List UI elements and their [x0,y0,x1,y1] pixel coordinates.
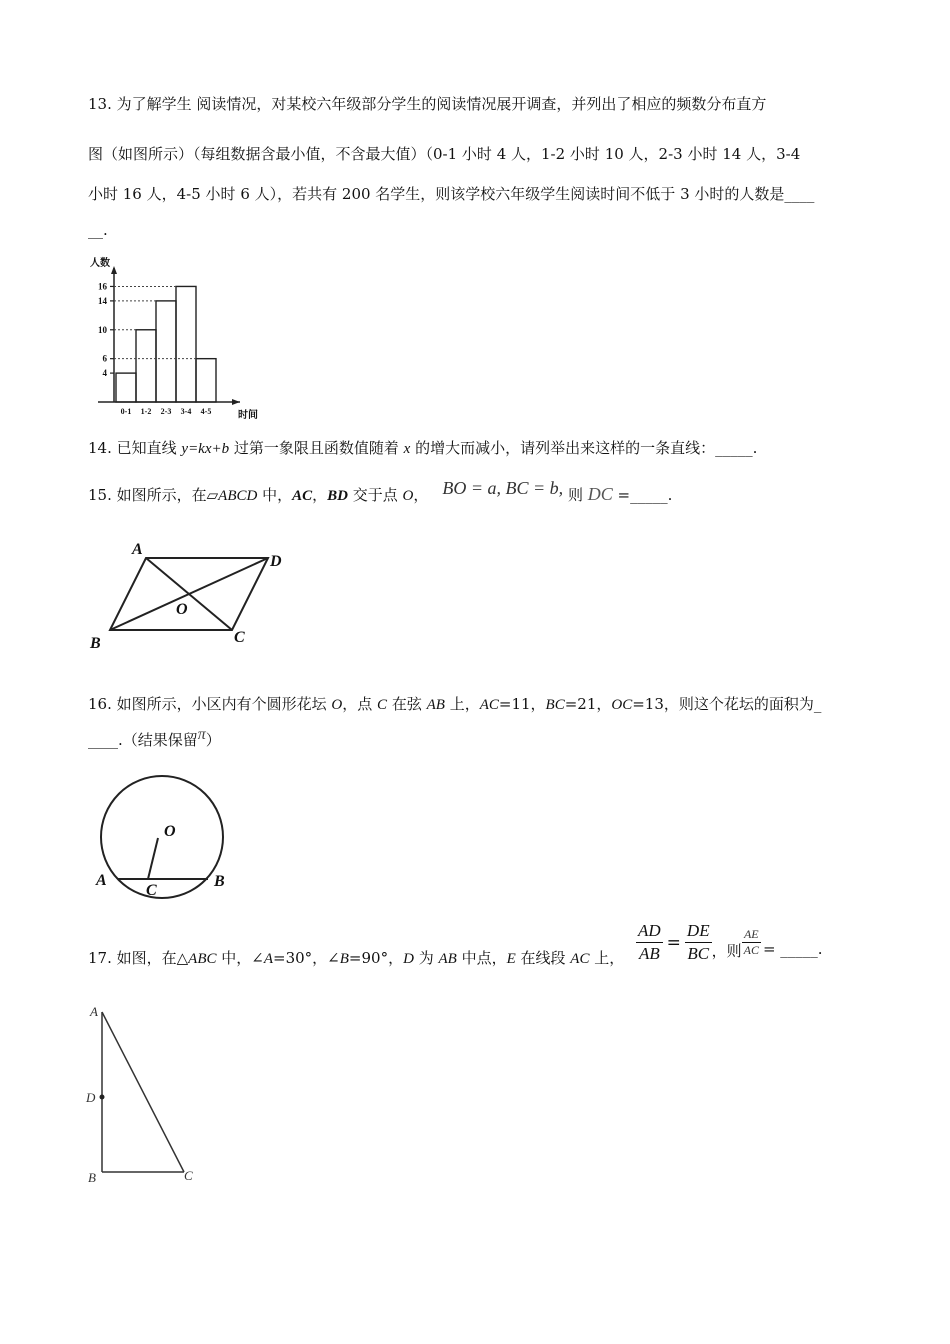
q15-shape: ▱ABCD [206,488,258,504]
q17-tri: △ABC [176,951,217,967]
label-b: B [88,1170,96,1185]
q16-oc-val: =13，则这个花坛的面积为_ [632,695,822,713]
q15-ze: 则 [563,486,588,504]
q16-pre: 16. 如图所示，小区内有个圆形花坛 [88,695,332,713]
q17-b: B [339,951,349,967]
q15-post: =_____. [612,486,673,504]
parallelogram-figure [84,538,294,656]
fraction-de-num: DE [685,920,712,943]
diagonal-bd [110,558,268,630]
q15-comma: ， [413,486,429,504]
q16-o: O [331,697,343,713]
label-b: B [90,635,101,652]
fraction-equals: = [666,932,681,953]
fraction-de-bc [685,920,712,965]
x-tick-label: 1-2 [140,407,152,416]
q17-post: = _____. [762,939,823,958]
x-tick-label: 4-5 [200,407,212,416]
label-a: A [96,872,107,889]
y-tick-label: 4 [102,368,107,379]
q14-pre: 14. 已知直线 [88,439,182,457]
q15-dc: DC [587,484,613,504]
q16-mid1: ，点 [342,695,378,713]
label-c: C [146,882,157,899]
x-tick-label: 0-1 [120,407,132,416]
y-axis-arrow [111,266,117,274]
q16-mid2: 在弦 [387,695,427,713]
q17-mid3: 中点， [456,949,507,967]
q17-fractions [636,920,823,965]
q14-mid: 过第一象限且函数值随着 [229,439,404,457]
label-b: B [214,873,225,890]
right-triangle-figure [84,1002,214,1188]
x-axis-arrow [232,399,240,405]
q13-line-1: 13. 为了解学生 阅读情况，对某校六年级部分学生的阅读情况展开调查，并列出了相应的频数分布直方 [88,95,767,113]
q16-c: C [377,697,388,713]
q16-oc: OC [611,697,633,713]
q17-d: D [403,951,414,967]
fraction-bc-den: BC [687,944,710,963]
q16-ac-val: =11， [498,695,546,713]
q15-line [88,478,862,506]
label-c: C [234,629,245,646]
q13-line-2: 图（如图所示）（每组数据含最小值，不含最大值）（0-1 小时 4 人，1-2 小时 10 人，2-3 小时 14 人，3-4 [88,145,801,163]
label-d: D [270,553,282,570]
fraction-ae-num: AE [742,927,761,943]
q15-bd: BD [327,488,348,504]
q14-line [88,438,862,459]
q17-e: E [506,951,516,967]
label-a: A [132,541,143,558]
q17-pre: 17. 如图，在 [88,949,177,967]
fraction-ab-den: AB [638,944,660,963]
label-o: O [176,601,188,618]
q16-bc: BC [545,697,565,713]
x-tick-label: 2-3 [160,407,172,416]
q13-line-4: __. [88,221,108,239]
fraction-ae-ac [742,927,761,958]
q16-ab: AB [426,697,445,713]
x-tick-label: 3-4 [180,407,192,416]
q15-sep: ， [312,486,328,504]
point-d [100,1095,105,1100]
label-c: C [184,1168,193,1183]
q14-var: x [403,441,411,457]
q15-pre: 15. 如图所示，在 [88,486,207,504]
q17-a-val: =30°，∠ [273,949,340,967]
q15-mid2: 交于点 [347,486,403,504]
q17-then: ，则 [711,942,742,960]
y-tick-label: 16 [98,281,107,292]
circle-figure [90,772,240,906]
q15-mid: 中， [257,486,293,504]
y-tick-label: 10 [98,324,107,335]
q16-pi: π [197,726,206,743]
q16-ac: AC [479,697,499,713]
segment-oc [148,838,158,879]
q17-ac: AC [570,951,590,967]
q15-o: O [402,488,414,504]
q16-line2-text: ____.（结果保留 [88,731,198,749]
fraction-ad-ab [636,920,663,965]
q16-mid3: 上， [444,695,480,713]
y-axis-label: 人数 [90,258,110,269]
side-ac [102,1012,184,1172]
histogram-bar [156,301,176,402]
q13-line-3: 小时 16 人，4-5 小时 6 人），若共有 200 名学生，则该学校六年级学生阅读时间不低于 3 小时的人数是____ [88,185,815,203]
fraction-ad-num: AD [636,920,663,943]
histogram-bar [136,330,156,402]
q15-condition: BO = a, BC = b, [442,478,564,498]
histogram-bar [176,286,196,402]
frequency-histogram [80,254,270,424]
x-axis-label: 时间 [238,410,258,421]
histogram-bar [196,359,216,402]
q17-b-val: =90°， [348,949,404,967]
label-a: A [90,1004,98,1019]
q17-a: A [263,951,274,967]
fraction-ac-den: AC [743,943,759,957]
q17-ab: AB [438,951,457,967]
y-tick-label: 14 [98,295,107,306]
q16-line-2 [88,726,862,751]
q15-ac: AC [292,488,313,504]
label-d: D [86,1090,96,1105]
label-o: O [164,823,176,840]
y-tick-label: 6 [102,353,107,364]
q14-expr: y=kx+b [181,441,230,457]
q17-mid4: 在线段 [515,949,571,967]
q16-line-1 [88,694,862,715]
histogram-bar [116,373,136,402]
q17-mid1: 中，∠ [216,949,264,967]
q14-post: 的增大而减小，请列举出来这样的一条直线：_____. [410,439,758,457]
q16-line2-end: ） [205,731,221,749]
q16-bc-val: =21， [564,695,612,713]
q17-mid5: 上， [589,949,625,967]
q17-mid2: 为 [413,949,439,967]
